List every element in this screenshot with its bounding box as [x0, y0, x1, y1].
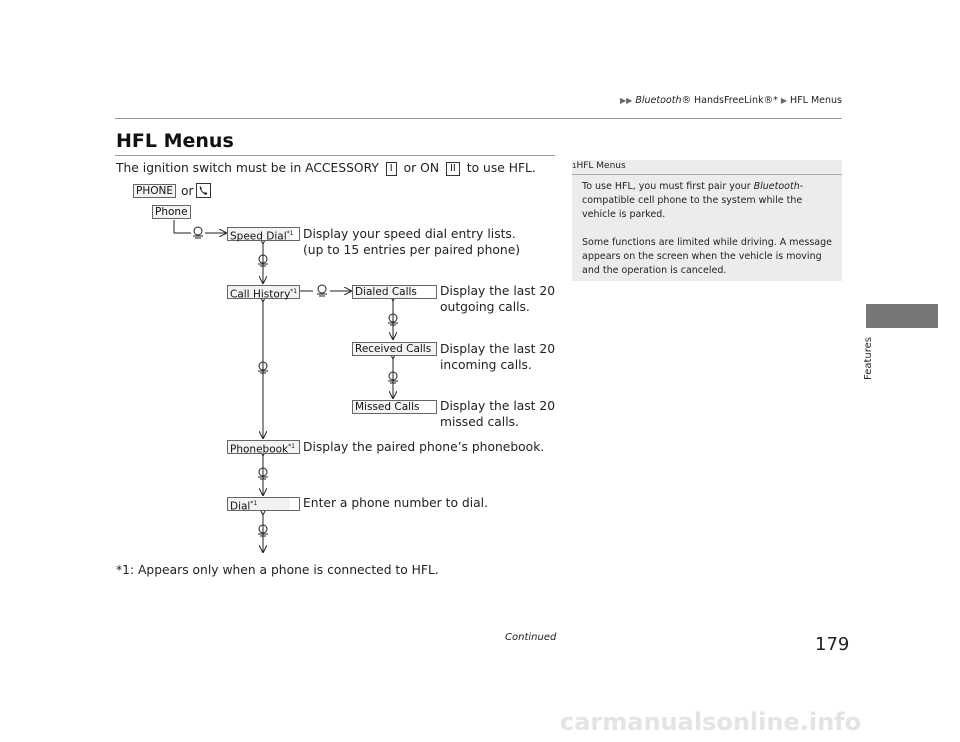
phone-handset-icon [196, 183, 211, 198]
menu-speed-dial [227, 227, 300, 241]
menu-call-history-label: Call History [230, 288, 291, 301]
phone-hard-button: PHONE [133, 184, 176, 198]
menu-call-history [227, 285, 300, 299]
selector-knob-icon [193, 227, 398, 536]
menu-speed-dial-label: Speed Dial [230, 230, 287, 243]
breadcrumb-arrow-icon: ▶ [780, 96, 788, 105]
footnote: *1: Appears only when a phone is connected to HFL. [116, 563, 439, 577]
sidebar-divider [572, 174, 842, 175]
received-desc-line2: incoming calls. [440, 358, 532, 372]
page-title: HFL Menus [116, 130, 234, 152]
menu-phonebook [227, 440, 300, 454]
section-tab-label: Features [863, 337, 874, 380]
missed-desc-line1: Display the last 20 [440, 399, 556, 413]
breadcrumb-bluetooth: Bluetooth [635, 95, 682, 106]
menu-phonebook-label: Phonebook [230, 443, 289, 456]
missed-calls-desc [440, 398, 555, 430]
sidebar-heading-text: HFL Menus [576, 161, 626, 171]
footnote-mark: *1 [288, 443, 295, 450]
menu-received-calls: Received Calls [352, 342, 437, 356]
intro-after: to use HFL. [466, 161, 536, 175]
dialed-calls-desc [440, 283, 555, 315]
sidebar-para1-a: To use HFL, you must first pair your [582, 181, 754, 192]
breadcrumb-arrow-icon: ▶▶ [620, 96, 633, 105]
received-desc-line1: Display the last 20 [440, 342, 556, 356]
dialed-desc-line1: Display the last 20 [440, 284, 556, 298]
menu-missed-calls: Missed Calls [352, 400, 437, 414]
watermark: carmanualsonline.info [560, 708, 862, 736]
dial-desc: Enter a phone number to dial. [303, 496, 488, 510]
phonebook-desc: Display the paired phone’s phonebook. [303, 440, 545, 454]
intro-before: The ignition switch must be in ACCESSORY [116, 161, 379, 175]
speed-dial-desc-line2: (up to 15 entries per paired phone) [303, 243, 521, 257]
continued-label: Continued [505, 632, 557, 643]
menu-dial [227, 497, 300, 511]
missed-desc-line2: missed calls. [440, 415, 519, 429]
received-calls-desc [440, 341, 555, 373]
menu-phone: Phone [152, 205, 191, 219]
ignition-key-2: II [446, 162, 460, 176]
sidebar-text [582, 180, 836, 278]
footnote-mark: *1 [290, 288, 298, 295]
sidebar-para2: Some functions are limited while driving. A message appears on the screen when the vehicle is moving and the operation is canceled. [582, 237, 832, 276]
note-ref-icon: 1 [572, 162, 577, 170]
dialed-desc-line2: outgoing calls. [440, 300, 530, 314]
breadcrumb-handsfreelink: ® HandsFreeLink®* [681, 95, 778, 106]
speed-dial-desc [303, 226, 520, 258]
menu-dial-label: Dial [230, 500, 251, 513]
section-tab-marker [866, 304, 938, 328]
intro-middle: or ON [403, 161, 440, 175]
ignition-key-1: I [386, 162, 397, 176]
or-text: or [181, 184, 194, 198]
sidebar-para1-b: -compatible cell phone to the system while the vehicle is parked. [582, 181, 804, 220]
footnote-mark: *1 [250, 500, 258, 507]
footnote-mark: *1 [286, 230, 294, 237]
breadcrumb-current: HFL Menus [790, 95, 842, 106]
speed-dial-desc-line1: Display your speed dial entry lists. [303, 227, 516, 241]
sidebar-heading [572, 161, 626, 171]
page-number: 179 [815, 634, 850, 655]
menu-dialed-calls: Dialed Calls [352, 285, 437, 299]
sidebar-para1-em: Bluetooth [753, 181, 800, 192]
